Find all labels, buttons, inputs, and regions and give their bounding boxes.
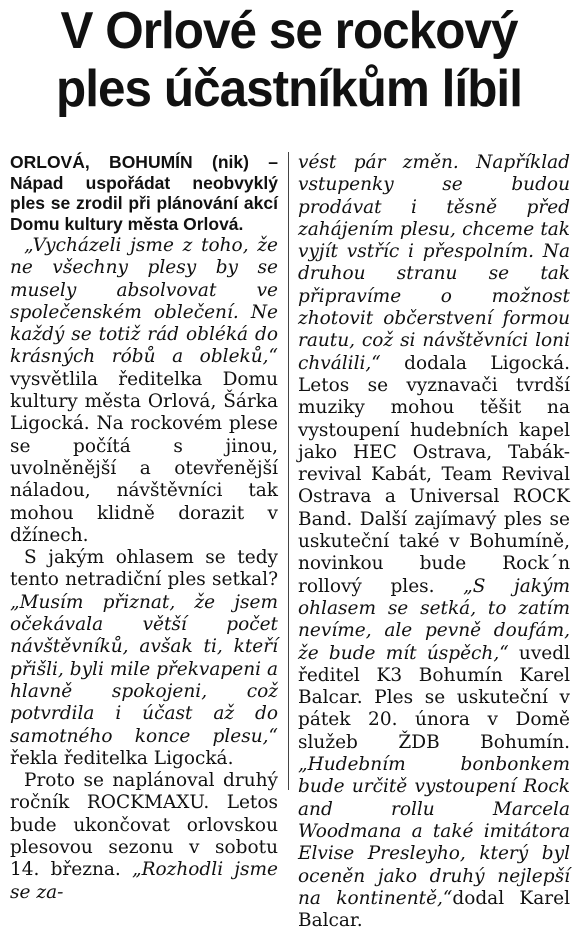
lead-paragraph bbox=[10, 152, 278, 234]
quote-text: „Hudebním bonbonkem bude určitě vystoupení Rock and rollu Marcela Woodmana a také imitátora Elvise Presleyho, který byl oceněn jako druhý nejlepší na kontinentě,“ bbox=[298, 754, 570, 909]
quote-text: „S jakým ohlasem se setká, to zatím nevíme, ale pevně doufám, že bude mít úspěch,“ bbox=[298, 575, 571, 664]
body-text: uvedl ředitel K3 Bohumín Karel Balcar. Ples se uskuteční v pátek 20. února v Domě služeb ŽDB Bohumín. bbox=[298, 642, 570, 753]
body-text: S jakým ohlasem se tedy tento netradiční ples setkal? bbox=[10, 547, 278, 591]
body-text: Proto se naplánoval druhý ročník ROCKMAXU. Letos bude ukončovat orlovskou plesovou sezonu v sobotu 14. března. bbox=[10, 770, 278, 881]
body-text: dodal Karel Balcar. bbox=[298, 887, 570, 932]
dateline: ORLOVÁ, BOHUMÍN (nik) – bbox=[10, 152, 278, 172]
body-text: vysvětlila ředitelka Domu kultury města Orlová, Šárka Ligocká. Na rockovém plese se počítá s jinou, uvolněnější a otevřenější náladou, návštěvníci tak mohou klidně dorazit v džínech. bbox=[10, 368, 278, 546]
paragraph-2 bbox=[10, 547, 278, 770]
paragraph-continued bbox=[298, 152, 570, 932]
article-column-right bbox=[298, 152, 570, 932]
quote-text: „Musím přiznat, že jsem očekávala větší počet návštěvníků, avšak ti, kteří přišli, byli mile překvapeni a hlavně spokojeni, což potvrdila i účast až do samotného konce plesu,“ bbox=[10, 591, 278, 747]
quote-text: „Vycházeli jsme z toho, že ne všechny plesy by se musely absolvovat ve společenském oblečení. Ne každý se totiž rád obléká do krásných róbů a obleků,“ bbox=[10, 235, 278, 368]
headline-line-2: ples účastníkům líbil bbox=[56, 60, 522, 118]
quote-text: vést pár změn. Například vstupenky se budou prodávat i těsně před zahájením plesu, chceme tak vyjít vstříc i přespolním. Na druhou stranu se tak připravíme o možnost zhotovit občerstvení formou rautu, což si návštěvníci loni chválili,“ bbox=[298, 152, 570, 374]
headline bbox=[14, 2, 563, 118]
body-text: řekla ředitelka Ligocká. bbox=[10, 747, 234, 769]
paragraph-1 bbox=[10, 235, 278, 547]
paragraph-3 bbox=[10, 770, 278, 904]
quote-text: „Rozhodli jsme se za- bbox=[10, 859, 279, 903]
lead-text: Nápad uspořádat neobvyklý ples se zrodil při plánování akcí Domu kultury města Orlová. bbox=[10, 172, 278, 234]
body-text: dodala Ligocká. Letos se vyznavači tvrdší muziky mohou těšit na vystoupení hudebních kapel jako HEC Ostrava, Tabák-revival Kabát, Team Revival Ostrava a Universal ROCK Band. Další zajímavý ples se uskuteční také v Bohumíně, novinkou bude Rock´n rollový ples. bbox=[298, 352, 570, 597]
article-column-left bbox=[10, 152, 278, 904]
headline-line-1: V Orlové se rockový bbox=[60, 2, 518, 60]
column-divider bbox=[288, 152, 289, 790]
